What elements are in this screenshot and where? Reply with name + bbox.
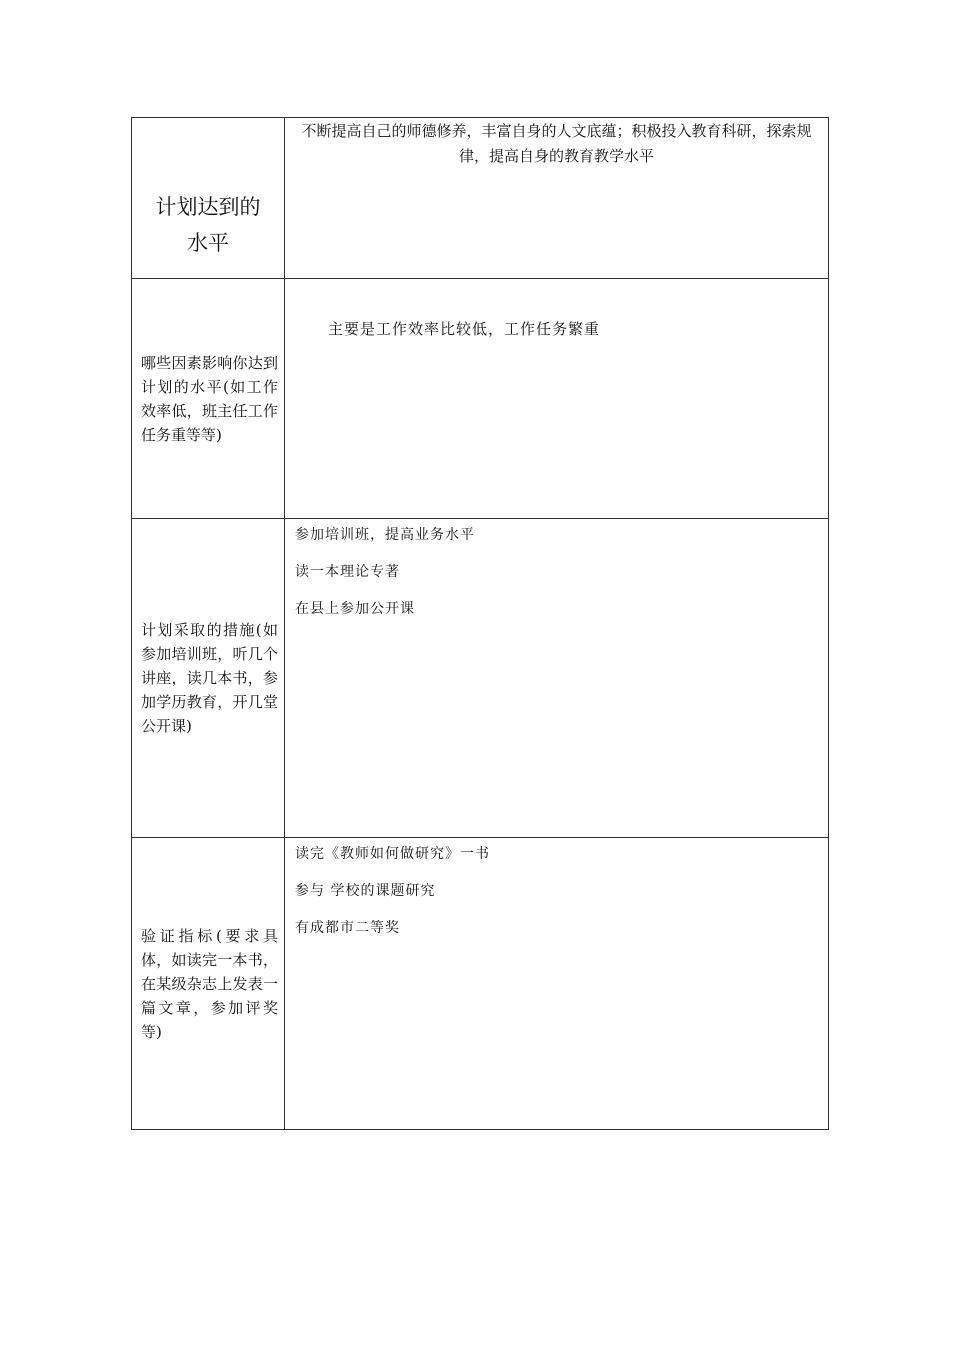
content-cell <box>285 279 829 519</box>
list-item: 在县上参加公开课 <box>295 601 415 617</box>
factor-text: 主要是工作效率比较低，工作任务繁重 <box>328 320 601 338</box>
goal-text: 不断提高自己的师德修养，丰富自身的人文底蕴；积极投入教育科研，探索规律，提高自身的教育教学水平 <box>301 122 812 165</box>
measure-list <box>285 519 828 620</box>
row-label: 哪些因素影响你达到计划的水平(如工作效率低，班主任工作任务重等等) <box>141 353 278 444</box>
plan-table <box>131 117 829 1130</box>
content-cell <box>285 118 829 279</box>
table-row <box>132 519 829 838</box>
row-label: 计划达到的水平 <box>155 195 261 255</box>
table-row <box>132 838 829 1130</box>
list-item: 读一本理论专著 <box>295 564 400 580</box>
indicator-list <box>285 838 828 939</box>
table-row <box>132 118 829 279</box>
content-cell <box>285 519 829 838</box>
label-cell <box>132 838 285 1130</box>
content-cell <box>285 838 829 1130</box>
list-item: 读完《教师如何做研究》一书 <box>295 846 490 862</box>
label-cell <box>132 519 285 838</box>
list-item: 参与 学校的课题研究 <box>295 883 436 899</box>
list-item: 有成都市二等奖 <box>295 920 400 936</box>
list-item: 参加培训班，提高业务水平 <box>295 527 475 543</box>
table-row <box>132 279 829 519</box>
label-cell <box>132 118 285 279</box>
label-cell <box>132 279 285 519</box>
row-label: 验证指标(要求具体，如读完一本书，在某级杂志上发表一篇文章，参加评奖等) <box>141 926 278 1041</box>
row-label: 计划采取的措施(如参加培训班，听几个讲座，读几本书，参加学历教育，开几堂公开课) <box>141 621 278 735</box>
